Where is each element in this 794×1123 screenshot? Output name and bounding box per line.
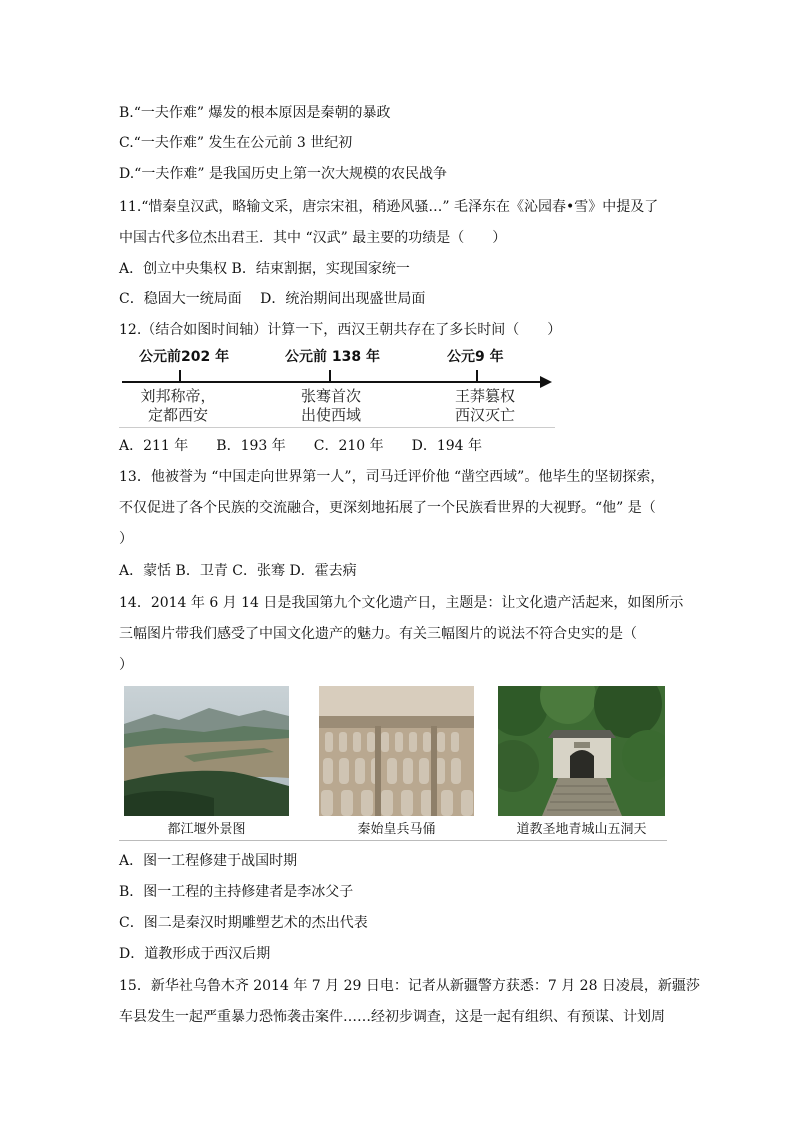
question-13-line3: ）	[119, 531, 133, 547]
question-14-option-b: B．图一工程的主持修建者是李冰父子	[119, 884, 354, 900]
question-11-line1: 11.“惜秦皇汉武，略输文采，唐宗宋祖，稍逊风骚…” 毛泽东在《沁园春•雪》中提及了	[119, 199, 659, 215]
question-14-line1: 14．2014 年 6 月 14 日是我国第九个文化遗产日，主题是：让文化遗产活起来，如图所示	[119, 595, 684, 611]
timeline-date-3: 公元9 年	[447, 349, 504, 365]
timeline-event-3-line2: 西汉灭亡	[454, 406, 515, 424]
timeline-date-2: 公元前 138 年	[285, 349, 380, 365]
option-c-q10: C.“一夫作难” 发生在公元前 3 世纪初	[119, 135, 353, 151]
question-15-line2: 车县发生一起严重暴力恐怖袭击案件……经初步调查，这是一起有组织、有预谋、计划周	[119, 1009, 665, 1025]
question-15-line1: 15．新华社乌鲁木齐 2014 年 7 月 29 日电：记者从新疆警方获悉：7 月 28 日凌晨，新疆莎	[119, 978, 700, 994]
option-d-q10: D.“一夫作难” 是我国历史上第一次大规模的农民战争	[119, 166, 447, 182]
option-b-q10: B.“一夫作难” 爆发的根本原因是秦朝的暴政	[119, 105, 391, 121]
timeline-tick-3	[476, 370, 478, 382]
question-11-options-ab: A．创立中央集权 B．结束割据，实现国家统一	[119, 261, 410, 277]
qingcheng-mountain-photo	[498, 686, 665, 816]
photo-divider	[119, 840, 667, 841]
timeline-event-2-line2: 出使西域	[300, 406, 361, 424]
question-13-line1: 13．他被誉为 “中国走向世界第一人”，司马迁评价他 “凿空西域”。他毕生的坚韧探索，	[119, 469, 665, 485]
timeline-axis	[122, 381, 542, 383]
question-11-options-cd: C．稳固大一统局面 D．统治期间出现盛世局面	[119, 291, 426, 307]
question-12-stem: 12.（结合如图时间轴）计算一下，西汉王朝共存在了多长时间（ ）	[119, 322, 562, 338]
question-13-options: A．蒙恬 B．卫青 C．张骞 D．霍去病	[119, 563, 357, 579]
timeline-date-1: 公元前202 年	[139, 349, 230, 365]
question-14-line2: 三幅图片带我们感受了中国文化遗产的魅力。有关三幅图片的说法不符合史实的是（	[119, 626, 637, 642]
dujiangyan-photo	[124, 686, 289, 816]
timeline-event-1-line1: 刘邦称帝，	[140, 387, 216, 405]
terracotta-warriors-photo	[319, 686, 474, 816]
question-14-option-c: C．图二是秦汉时期雕塑艺术的杰出代表	[119, 915, 368, 931]
question-11-line2: 中国古代多位杰出君王．其中 “汉武” 最主要的功绩是（ ）	[119, 230, 507, 246]
photo-caption-3: 道教圣地青城山五洞天	[516, 822, 647, 837]
timeline-event-1-line2: 定都西安	[147, 406, 208, 424]
photo-caption-2: 秦始皇兵马俑	[357, 822, 436, 837]
timeline-event-1	[123, 387, 233, 425]
question-13-line2: 不仅促进了各个民族的交流融合，更深刻地拓展了一个民族看世界的大视野。“他” 是（	[119, 500, 656, 516]
timeline-arrow-icon	[540, 376, 552, 388]
timeline-event-2-line1: 张骞首次	[300, 387, 361, 405]
timeline-event-3	[435, 387, 535, 425]
timeline-tick-2	[329, 370, 331, 382]
timeline-underline	[119, 427, 555, 428]
timeline-event-2	[281, 387, 381, 425]
question-14-line3: ）	[119, 657, 133, 673]
timeline-figure	[119, 345, 555, 429]
question-14-option-a: A．图一工程修建于战国时期	[119, 853, 298, 869]
question-12-options: A．211 年 B．193 年 C．210 年 D．194 年	[119, 438, 483, 454]
timeline-tick-1	[179, 370, 181, 382]
timeline-event-3-line1: 王莽篡权	[454, 387, 515, 405]
question-14-option-d: D．道教形成于西汉后期	[119, 946, 271, 962]
photo-caption-1: 都江堰外景图	[167, 822, 246, 837]
